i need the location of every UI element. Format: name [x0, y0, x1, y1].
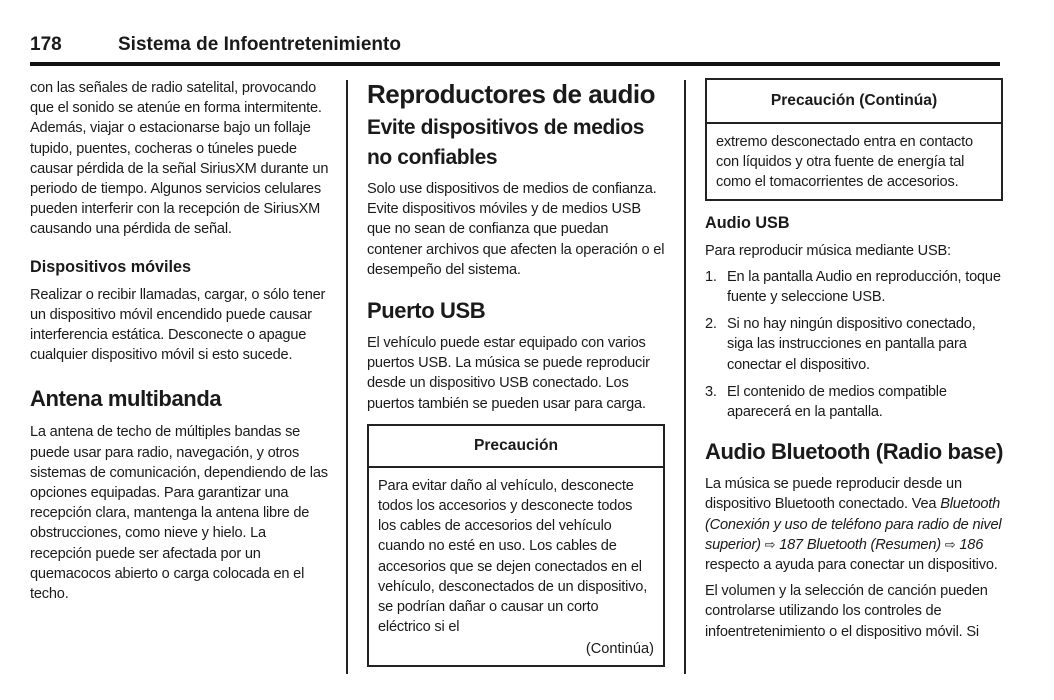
usb-port-paragraph: El vehículo puede estar equipado con varios puertos USB. La música se puede reproducir desde un dispositivo USB conectado. Los puertos también se pueden usar para carga.: [367, 335, 650, 412]
running-title: Sistema de Infoentretenimiento: [118, 34, 401, 55]
page-ref-arrow-icon: ⇨: [764, 536, 776, 552]
audio-usb-intro: Para reproducir música mediante USB:: [705, 242, 951, 259]
list-item: 3. El contenido de medios compatible aparecerá en la pantalla.: [705, 383, 947, 421]
mobile-devices-paragraph: Realizar o recibir llamadas, cargar, o sólo tener un dispositivo móvil encendido puede causar interferencia estática. Desconecte o apague cualquier dispositivo móvil si esto sucede.: [30, 286, 326, 364]
usb-port-heading: Puerto USB: [367, 298, 486, 324]
list-item: 2. Si no hay ningún dispositivo conectado, siga las instrucciones en pantalla para conectar el dispositivo.: [705, 316, 976, 373]
audio-players-heading: Reproductores de audio: [367, 79, 656, 109]
volume-paragraph: El volumen y la selección de canción pueden controlarse utilizando los controles de infoentretenimiento o el dispositivo móvil. Si: [705, 583, 988, 640]
bluetooth-audio-heading: Audio Bluetooth (Radio base): [705, 439, 1004, 465]
caution-continued-title: Precaución (Continúa): [707, 80, 1001, 124]
caution-continued-box: [705, 78, 1003, 201]
caution-box: [367, 424, 665, 668]
column-divider-2: [684, 80, 686, 674]
page-number: 178: [30, 34, 62, 55]
column-divider-1: [346, 80, 348, 674]
page-ref-arrow-icon: ⇨: [944, 536, 956, 552]
column-1: [30, 78, 330, 604]
column-3: [705, 78, 1003, 642]
bluetooth-audio-paragraph: La música se puede reproducir desde un dispositivo Bluetooth conectado. Vea Bluetooth (Conexión y uso de teléfono para radio de nivel superior) ⇨ 187 Bluetooth (Resumen) ⇨ 186 respecto a ayuda para conectar un dispositivo.: [705, 476, 1002, 574]
avoid-untrusted-heading: Evite dispositivos de medios no confiables: [367, 116, 645, 169]
multiband-antenna-heading: Antena multibanda: [30, 386, 222, 412]
bluetooth-connection-reference[interactable]: Bluetooth (Conexión y uso de teléfono para radio de nivel superior): [705, 496, 1002, 553]
avoid-untrusted-paragraph: Solo use dispositivos de medios de confianza. Evite dispositivos móviles y de medios USB que no sean de confianza que puedan contener archivos que afecten la operación o el desempeño del sistema.: [367, 181, 665, 278]
bluetooth-overview-reference[interactable]: Bluetooth (Resumen): [806, 536, 941, 553]
list-item: 1. En la pantalla Audio en reproducción, toque fuente y seleccione USB.: [705, 268, 1001, 306]
intro-paragraph: con las señales de radio satelital, provocando que el sonido se atenúe en forma intermitente. Además, viajar o estacionarse bajo un follaje tupido, puentes, cocheras o túneles puede causar pérdida de la señal SiriusXM durante un periodo de tiempo. Algunos servicios celulares pueden interferir con la recepción de SiriusXM causando una pérdida de señal.: [30, 80, 329, 238]
multiband-antenna-paragraph: La antena de techo de múltiples bandas se puede usar para radio, navegación, y otros sistemas de comunicación, dependiendo de las opciones equipadas. Para garantizar una recepción clara, mantenga la antena libre de obstrucciones, como nieve y hielo. La recepción puede ser afectada por un quemacocos abierto o carga colocada en el techo.: [30, 424, 328, 603]
page-header: [30, 28, 1000, 66]
caution-continued-text: extremo desconectado entra en contacto con líquidos y otra fuente de energía tal como el tomacorrientes de accesorios.: [716, 134, 973, 191]
usb-steps-list: [705, 267, 1003, 422]
caution-title: Precaución: [369, 426, 663, 468]
caution-text: Para evitar daño al vehículo, desconecte todos los accesorios y desconecte todos los cables de accesorios del vehículo cuando no esté en uso. Los cables de accesorios que se dejen conectados en el vehículo, desconectados de un dispositivo, se podrían dañar o causar un corto eléctrico si el: [378, 477, 648, 636]
column-2: [367, 78, 665, 667]
page-reference-186[interactable]: 186: [959, 536, 984, 553]
continued-label: (Continúa): [585, 641, 654, 658]
audio-usb-heading: Audio USB: [705, 213, 790, 232]
mobile-devices-heading: Dispositivos móviles: [30, 257, 192, 276]
page-reference-187[interactable]: 187: [779, 536, 803, 553]
